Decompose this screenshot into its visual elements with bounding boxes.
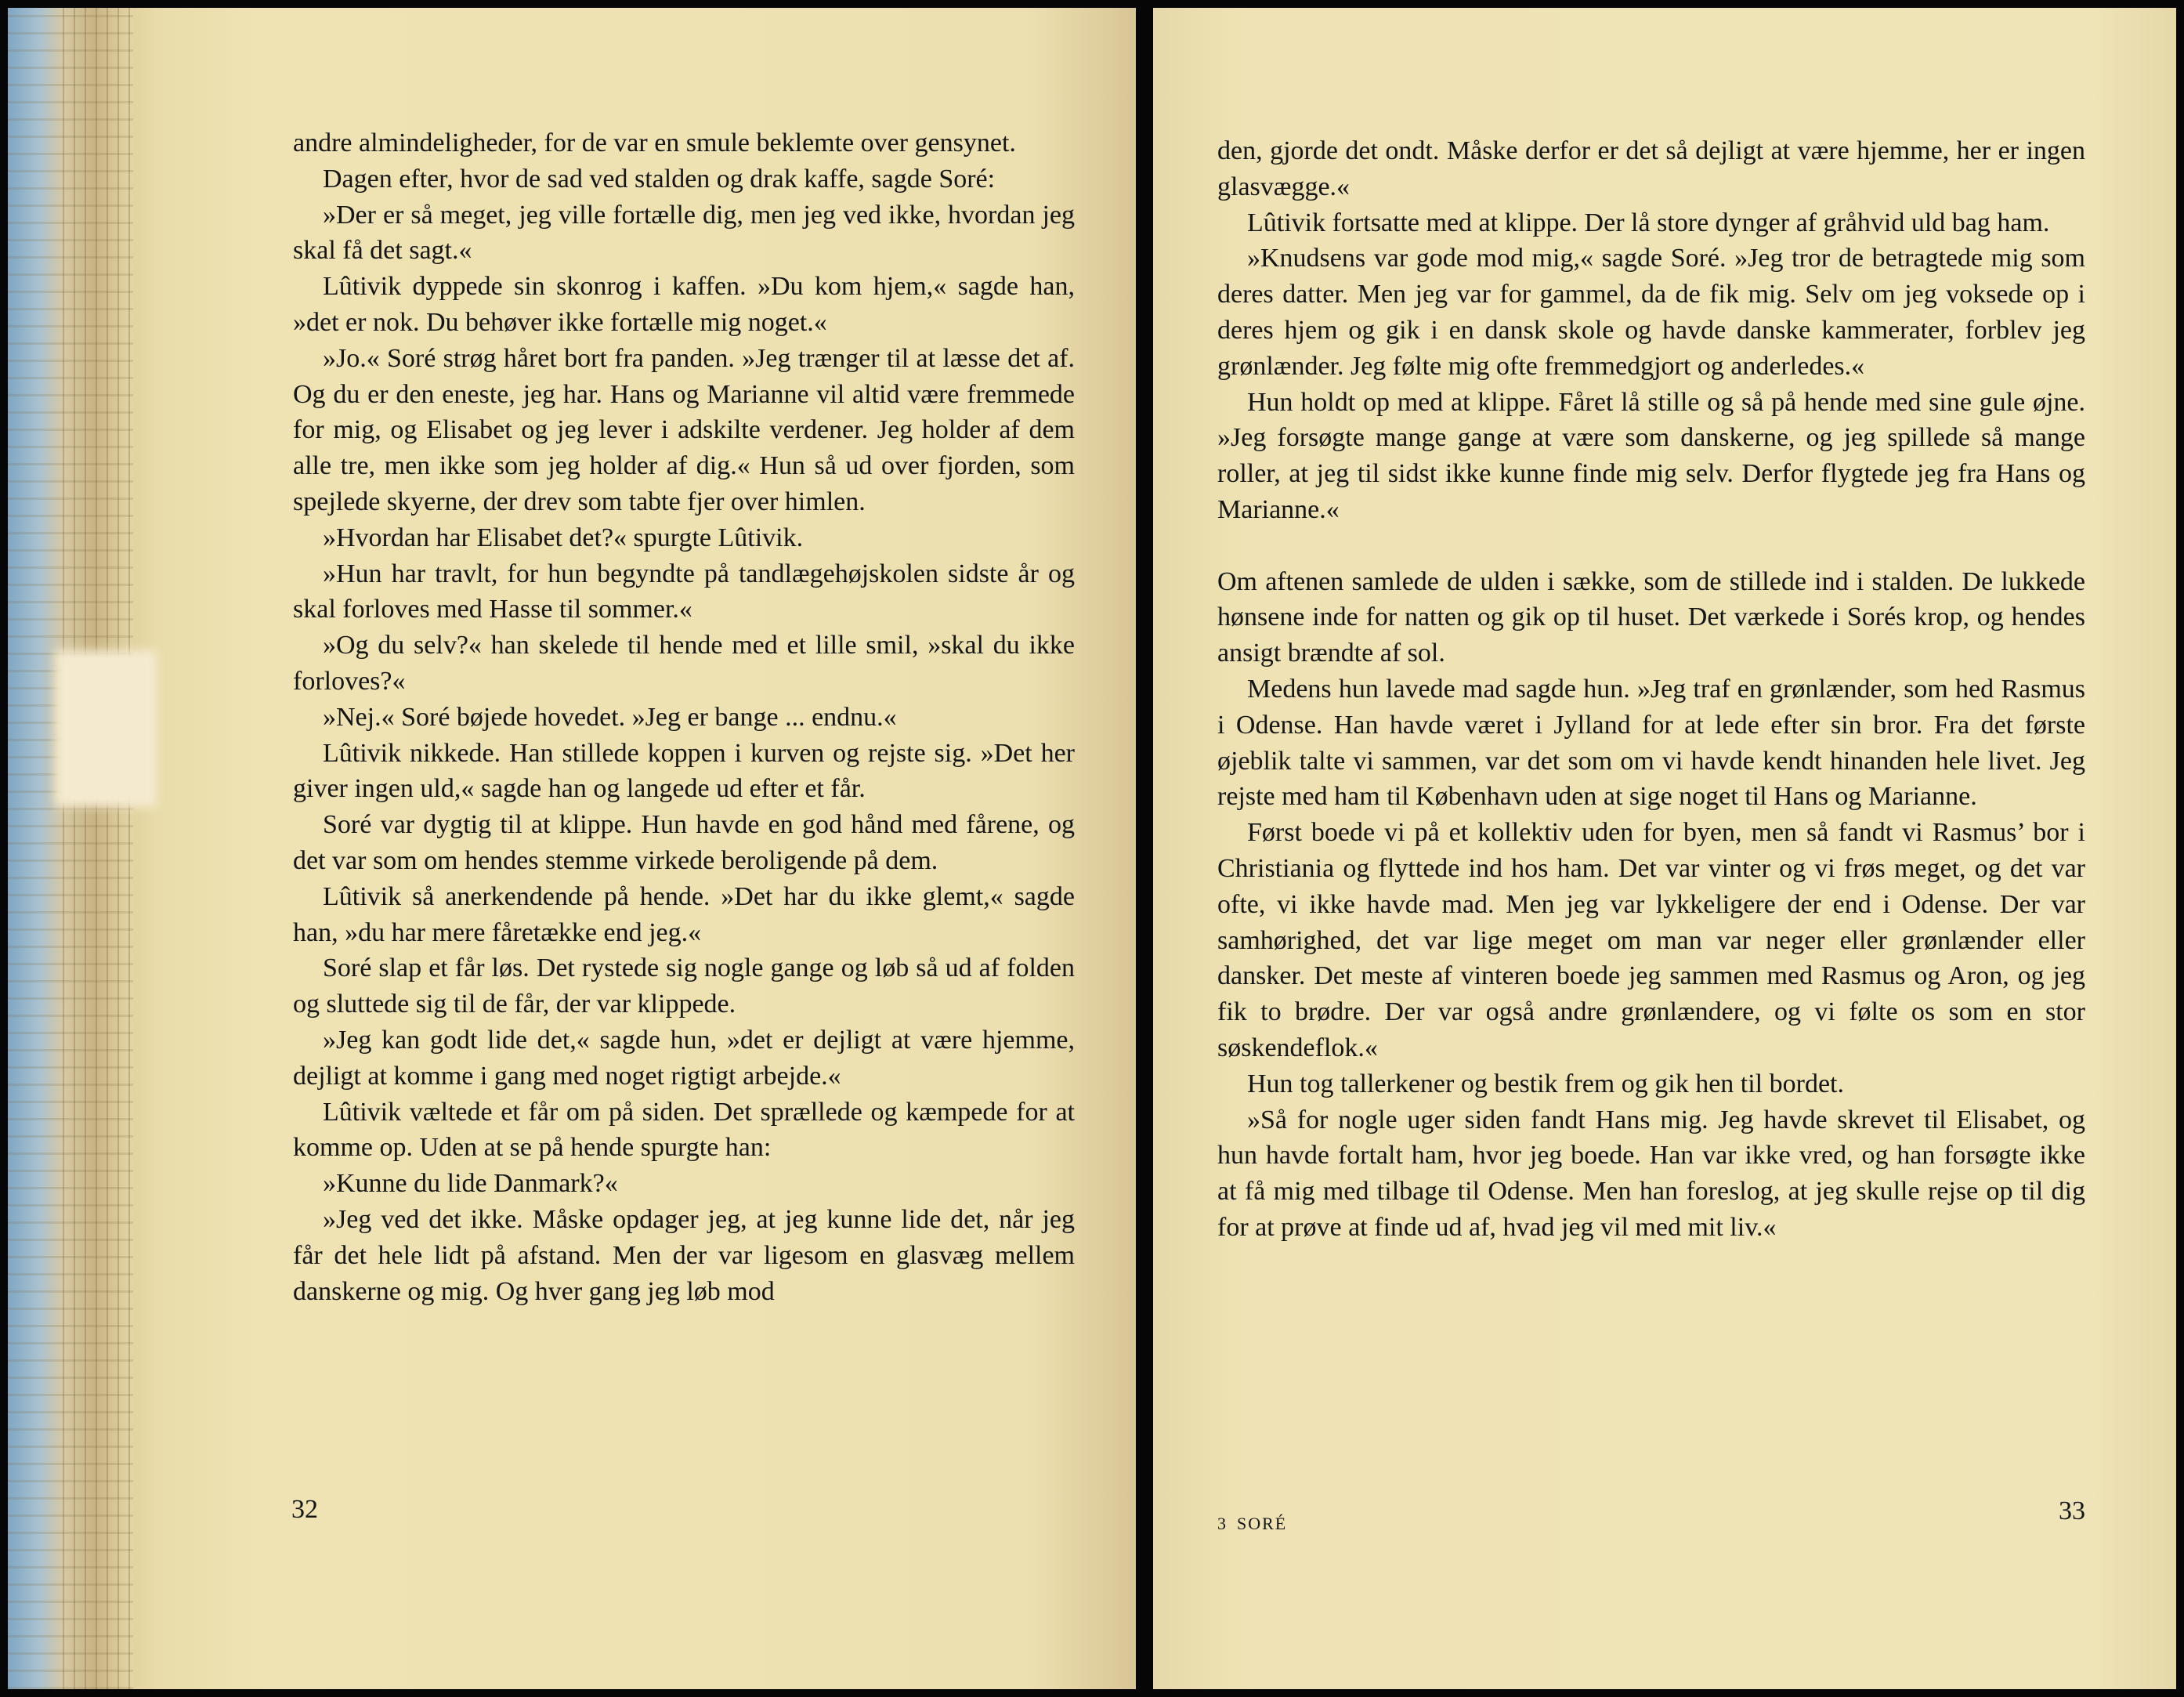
paragraph: Lûtivik væltede et får om på siden. Det sprællede og kæmpede for at komme op. Uden at se på hende spurgte han:: [293, 1097, 1075, 1163]
paragraph: »Nej.« Soré bøjede hovedet. »Jeg er bange ... endnu.«: [323, 702, 897, 732]
paragraph: »Hvordan har Elisabet det?« spurgte Lûtivik.: [323, 523, 804, 552]
section-break: [1217, 528, 2085, 564]
spine-texture: [63, 8, 133, 1689]
spine-blur: [55, 650, 157, 807]
page-number-left: 32: [291, 1495, 318, 1524]
paragraph: Om aftenen samlede de ulden i sække, som de stillede ind i stalden. De lukkede hønsene inde for natten og gik op til huset. Det værkede i Sorés krop, og hendes ansigt brændte af sol.: [1217, 566, 2085, 668]
page-number-right: 33: [2059, 1496, 2085, 1525]
paragraph: Medens hun lavede mad sagde hun. »Jeg traf en grønlænder, som hed Rasmus i Odense. Han havde været i Jylland for at lede efter sin bror. Fra det første øjeblik talte vi sammen, var det som om vi havde kendt hinanden hele livet. Jeg rejste med ham til København uden at sige noget til Hans og Marianne.: [1217, 674, 2085, 812]
footer-signature: 3: [1217, 1514, 1228, 1533]
paragraph: »Jeg kan godt lide det,« sagde hun, »det er dejligt at være hjemme, dejligt at komme i gang med noget rigtigt arbejde.«: [293, 1025, 1075, 1091]
running-footer: [1217, 1514, 1287, 1534]
paragraph: den, gjorde det ondt. Måske derfor er det så dejligt at være hjemme, her er ingen glasvægge.«: [1217, 136, 2085, 201]
paragraph: »Jo.« Soré strøg håret bort fra panden. »Jeg trænger til at læsse det af. Og du er den eneste, jeg har. Hans og Marianne vil altid være fremmede for mig, og Elisabet og jeg lever i adskilte verdener. Jeg holder af dem alle tre, men ikke som jeg holder af dig.« Hun så ud over fjorden, som spejlede skyerne, der drev som tabte fjer over himlen.: [293, 343, 1075, 516]
paragraph: Lûtivik dyppede sin skonrog i kaffen. »Du kom hjem,« sagde han, »det er nok. Du behøver ikke fortælle mig noget.«: [293, 272, 1075, 337]
paragraph: Hun holdt op med at klippe. Fåret lå stille og så på hende med sine gule øjne. »Jeg forsøgte mange gange at være som danskerne, og jeg spillede så mange roller, at jeg til sidst ikke kunne finde mig selv. Derfor flygtede jeg fra Hans og Marianne.«: [1217, 387, 2085, 524]
paragraph: Soré var dygtig til at klippe. Hun havde en god hånd med fårene, og det var som om hendes stemme virkede beroligende på dem.: [293, 810, 1075, 875]
paragraph: »Kunne du lide Danmark?«: [323, 1169, 618, 1199]
left-page-text: [293, 125, 1075, 1309]
paragraph: Lûtivik fortsatte med at klippe. Der lå store dynger af gråhvid uld bag ham.: [1247, 208, 2050, 237]
paragraph: Lûtivik så anerkendende på hende. »Det har du ikke glemt,« sagde han, »du har mere fåretække end jeg.«: [293, 881, 1075, 947]
paragraph: »Knudsens var gode mod mig,« sagde Soré. »Jeg tror de betragtede mig som deres datter. Men jeg var for gammel, da de fik mig. Selv om jeg voksede op i deres hjem og gik i en dansk skole og havde danske kammerater, forblev jeg grønlænder. Jeg følte mig ofte fremmedgjort og anderledes.«: [1217, 244, 2085, 381]
paragraph: Lûtivik nikkede. Han stillede koppen i kurven og rejste sig. »Det her giver ingen uld,« sagde han og langede ud efter et får.: [293, 738, 1075, 804]
paragraph: »Jeg ved det ikke. Måske opdager jeg, at jeg kunne lide det, når jeg får det hele lidt på afstand. Men der var ligesom en glasvæg mellem danskerne og mig. Og hver gang jeg løb mod: [293, 1204, 1075, 1306]
paragraph: Soré slap et får løs. Det rystede sig nogle gange og løb så ud af folden og sluttede sig til de får, der var klippede.: [293, 953, 1075, 1019]
right-page: [1153, 8, 2176, 1689]
paragraph: Hun tog tallerkener og bestik frem og gik hen til bordet.: [1247, 1069, 1844, 1098]
paragraph: andre almindeligheder, for de var en smule beklemte over gensynet.: [293, 128, 1016, 157]
paragraph: »Der er så meget, jeg ville fortælle dig, men jeg ved ikke, hvordan jeg skal få det sagt.«: [293, 200, 1075, 266]
paragraph: »Og du selv?« han skelede til hende med et lille smil, »skal du ikke forloves?«: [293, 631, 1075, 696]
paragraph: »Så for nogle uger siden fandt Hans mig. Jeg havde skrevet til Elisabet, og hun havde fortalt ham, hvor jeg boede. Han var ikke vred, og han forsøgte ikke at få mig med tilbage til Odense. Men han foreslog, at jeg skulle rejse op til dig for at prøve at finde ud af, hvad jeg vil med mit liv.«: [1217, 1105, 2085, 1242]
footer-title: SORÉ: [1237, 1514, 1288, 1533]
right-page-text: [1217, 133, 2085, 1246]
paragraph: Først boede vi på et kollektiv uden for byen, men så fandt vi Rasmus’ bor i Christiania og flyttede ind hos ham. Det var vinter og vi frøs meget, og det var ofte, vi ikke havde mad. Men jeg var lykkeligere der end i Odense. Der var samhørighed, det var lige meget om man var neger eller grønlænder eller dansker. Det meste af vinteren boede jeg sammen med Rasmus og Aron, og jeg fik to brødre. Der var også andre grønlændere, og vi følte os som en stor søskendeflok.«: [1217, 818, 2085, 1062]
paragraph: »Hun har travlt, for hun begyndte på tandlægehøjskolen sidste år og skal forloves med Hasse til sommer.«: [293, 559, 1075, 624]
left-page: [8, 8, 1136, 1689]
paragraph: Dagen efter, hvor de sad ved stalden og drak kaffe, sagde Soré:: [323, 164, 996, 194]
